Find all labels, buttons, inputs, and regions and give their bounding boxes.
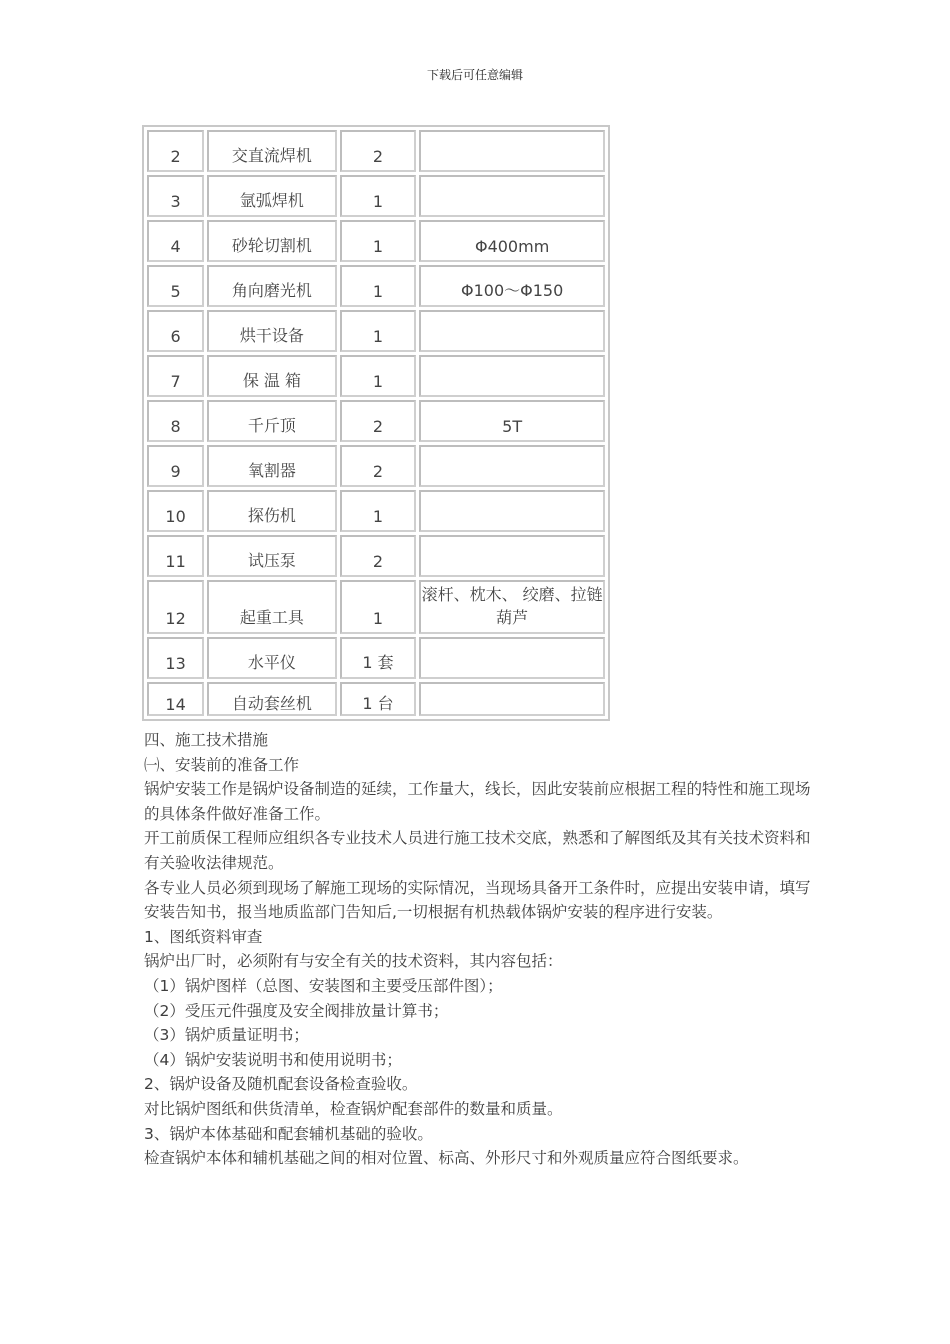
equipment-name-cell: 自动套丝机 (207, 682, 337, 716)
equipment-name-cell: 探伤机 (207, 490, 337, 532)
list-item: （3）锅炉质量证明书； (144, 1026, 309, 1045)
quantity-cell: 1 (340, 580, 417, 634)
paragraph: 锅炉出厂时，必须附有与安全有关的技术资料，其内容包括： (144, 952, 563, 971)
subsection-title: ㈠、安装前的准备工作 (144, 755, 300, 774)
paragraph: 检查锅炉本体和辅机基础之间的相对位置、标高、外形尺寸和外观质量应符合图纸要求。 (144, 1149, 749, 1168)
table-row (147, 682, 605, 716)
quantity-cell: 1 台 (340, 682, 417, 716)
row-number-cell: 5 (147, 265, 204, 307)
equipment-name-cell: 保 温 箱 (207, 355, 337, 397)
table-row (147, 220, 605, 262)
list-item: （1）锅炉图样（总图、安装图和主要受压部件图）； (144, 976, 503, 995)
equipment-name-cell: 砂轮切割机 (207, 220, 337, 262)
table-row (147, 130, 605, 172)
table-row (147, 355, 605, 397)
table-row (147, 265, 605, 307)
section-title: 四、施工技术措施 (144, 731, 269, 749)
equipment-name-cell: 试压泵 (207, 535, 337, 577)
remark-cell: Φ400mm (419, 220, 605, 262)
row-number-cell: 6 (147, 310, 204, 352)
remark-cell (419, 310, 605, 352)
row-number-cell: 10 (147, 490, 204, 532)
equipment-name-cell: 起重工具 (207, 580, 337, 634)
equipment-table (142, 125, 610, 721)
row-number-cell: 4 (147, 220, 204, 262)
remark-cell: Φ100～Φ150 (419, 265, 605, 307)
row-number-cell: 2 (147, 130, 204, 172)
list-item: （2）受压元件强度及安全阀排放量计算书； (144, 1001, 449, 1020)
table-row (147, 310, 605, 352)
remark-cell (419, 682, 605, 716)
table-row (147, 400, 605, 442)
quantity-cell: 1 (340, 490, 417, 532)
list-item: （4）锅炉安装说明书和使用说明书； (144, 1050, 402, 1069)
paragraph: 各专业人员必须到现场了解施工现场的实际情况，当现场具备开工条件时，应提出安装申请，填写安装告知书，报当地质监部门告知后,一切根据有机热载体锅炉安装的程序进行安装。 (144, 878, 811, 922)
table-row (147, 490, 605, 532)
row-number-cell: 11 (147, 535, 204, 577)
paragraph: 对比锅炉图纸和供货清单，检查锅炉配套部件的数量和质量。 (144, 1099, 563, 1118)
equipment-name-cell: 水平仪 (207, 637, 337, 679)
row-number-cell: 7 (147, 355, 204, 397)
equipment-name-cell: 氧割器 (207, 445, 337, 487)
equipment-name-cell: 烘干设备 (207, 310, 337, 352)
remark-cell (419, 490, 605, 532)
equipment-name-cell: 交直流焊机 (207, 130, 337, 172)
quantity-cell: 2 (340, 400, 417, 442)
quantity-cell: 1 (340, 175, 417, 217)
table-row (147, 637, 605, 679)
remark-cell (419, 130, 605, 172)
remark-cell: 5T (419, 400, 605, 442)
row-number-cell: 9 (147, 445, 204, 487)
table-row (147, 535, 605, 577)
quantity-cell: 1 (340, 220, 417, 262)
row-number-cell: 14 (147, 682, 204, 716)
quantity-cell: 2 (340, 535, 417, 577)
quantity-cell: 1 (340, 310, 417, 352)
quantity-cell: 1 (340, 355, 417, 397)
paragraph: 锅炉安装工作是锅炉设备制造的延续，工作量大，线长，因此安装前应根据工程的特性和施工现场的具体条件做好准备工作。 (144, 780, 811, 823)
item-title: 3、锅炉本体基础和配套辅机基础的验收。 (144, 1124, 433, 1143)
quantity-cell: 1 套 (340, 637, 417, 679)
remark-cell (419, 175, 605, 217)
table-row (147, 175, 605, 217)
row-number-cell: 13 (147, 637, 204, 679)
row-number-cell: 8 (147, 400, 204, 442)
page-header-note: 下载后可任意编辑 (426, 68, 523, 82)
row-number-cell: 3 (147, 175, 204, 217)
equipment-table-body (147, 130, 605, 716)
paragraph: 开工前质保工程师应组织各专业技术人员进行施工技术交底，熟悉和了解图纸及其有关技术资料和有关验收法律规范。 (144, 829, 811, 872)
quantity-cell: 2 (340, 130, 417, 172)
item-title: 1、图纸资料审查 (144, 927, 263, 946)
remark-cell (419, 535, 605, 577)
item-title: 2、锅炉设备及随机配套设备检查验收。 (144, 1075, 418, 1094)
remark-cell (419, 355, 605, 397)
remark-cell (419, 445, 605, 487)
remark-cell (419, 637, 605, 679)
equipment-name-cell: 千斤顶 (207, 400, 337, 442)
table-row (147, 445, 605, 487)
quantity-cell: 1 (340, 265, 417, 307)
remark-cell: 滚杆、枕木、 绞磨、拉链葫芦 (419, 580, 605, 634)
row-number-cell: 12 (147, 580, 204, 634)
equipment-name-cell: 角向磨光机 (207, 265, 337, 307)
quantity-cell: 2 (340, 445, 417, 487)
equipment-name-cell: 氩弧焊机 (207, 175, 337, 217)
table-row (147, 580, 605, 634)
body-content (144, 728, 812, 1171)
